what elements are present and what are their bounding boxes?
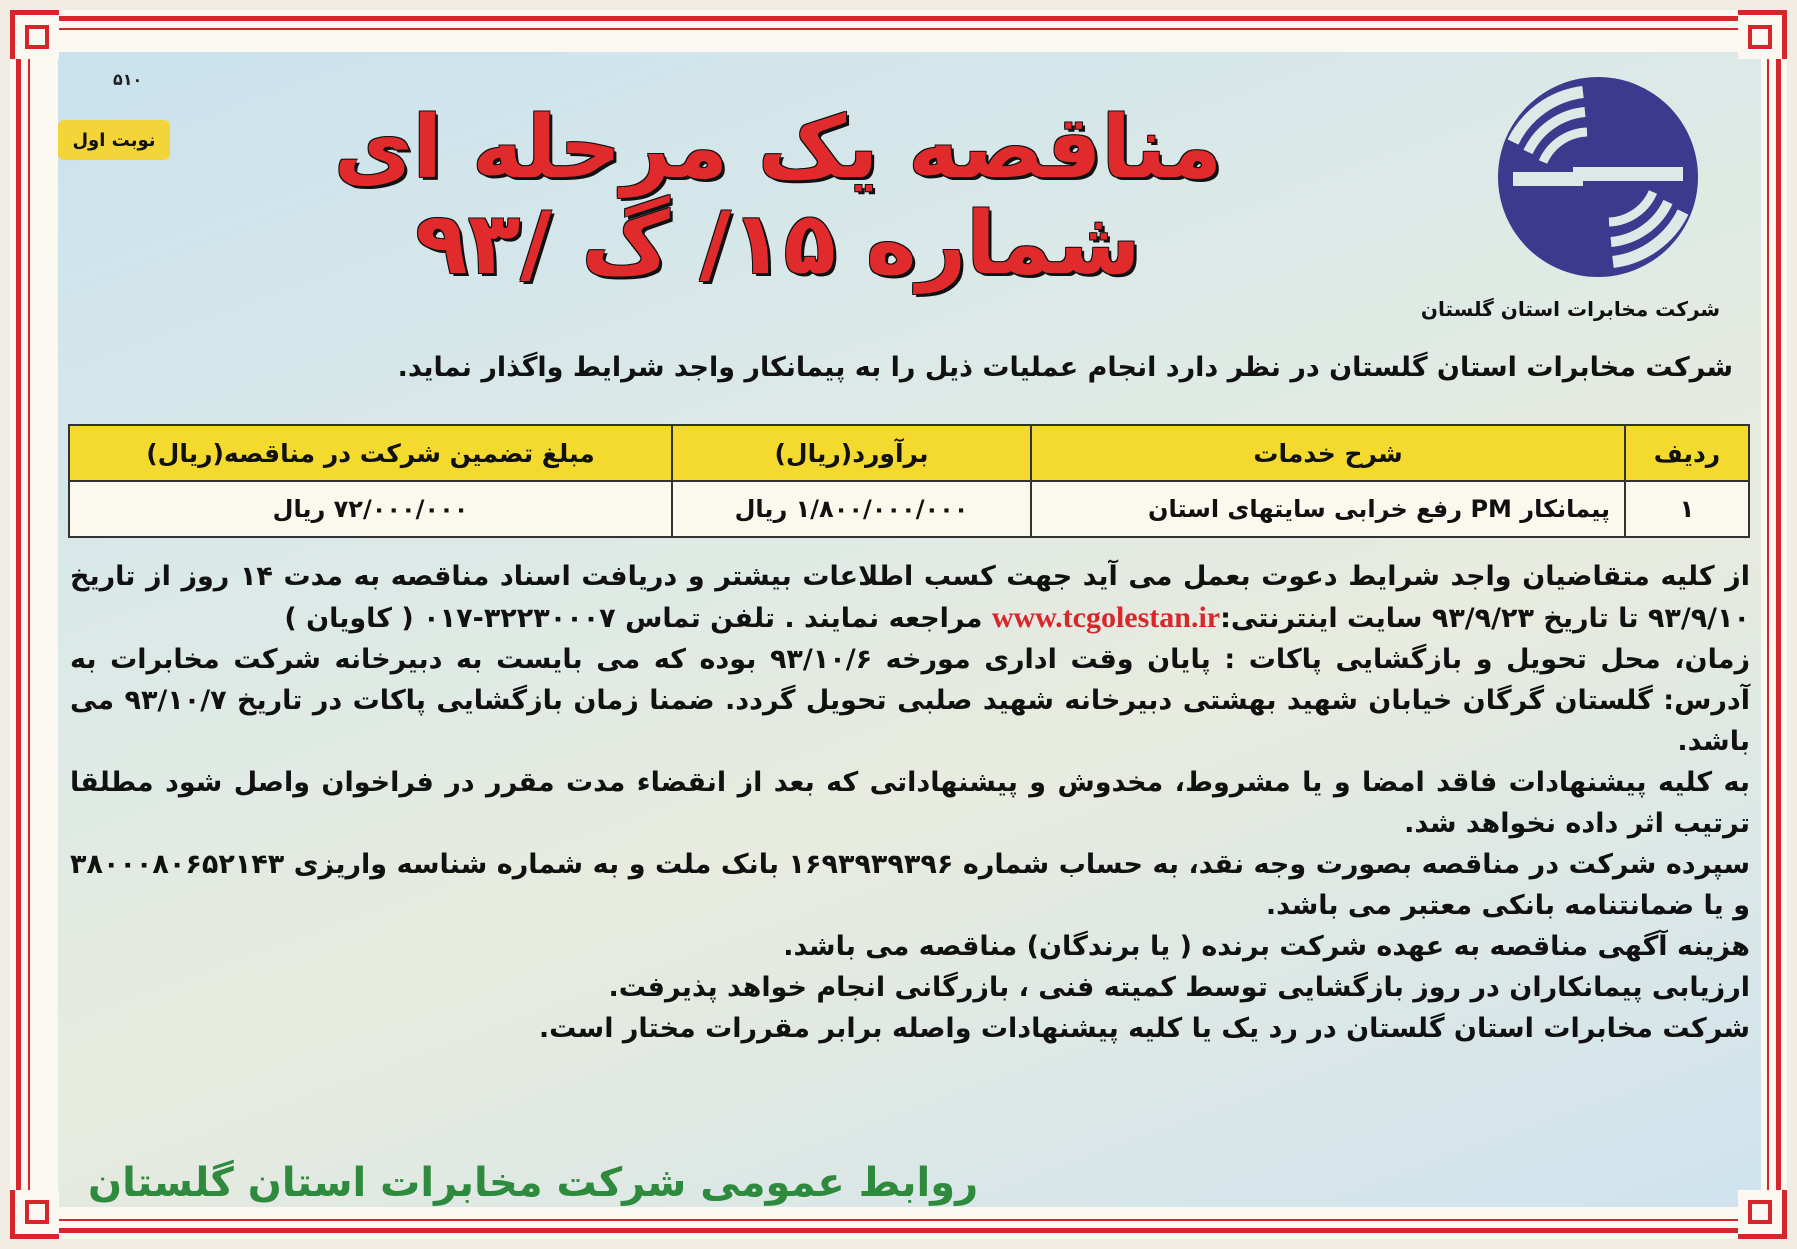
page-title	[278, 100, 1278, 293]
website-link[interactable]: www.tcgolestan.ir	[991, 601, 1221, 634]
round-badge: نوبت اول	[58, 120, 170, 160]
frame-corner-ornament	[10, 10, 59, 59]
paragraph-invitation	[70, 556, 1750, 639]
frame-corner-ornament	[1738, 10, 1787, 59]
telecom-logo-icon	[1473, 72, 1723, 282]
table-header-row	[69, 425, 1749, 481]
paragraph-deposit: سپرده شرکت در مناقصه بصورت وجه نقد، به حساب شماره ۱۶۹۳۹۳۹۳۹۶ بانک ملت و به شماره شناسه واریزی ۳۸۰۰۰۸۰۶۵۲۱۴۳ و یا ضمانتنامه بانکی معتبر می باشد.	[70, 849, 1750, 921]
paragraph-evaluation: ارزیابی پیمانکاران در روز بازگشایی توسط کمیته فنی ، بازرگانی انجام خواهد پذیرفت.	[608, 972, 1750, 1003]
col-header-guarantee: مبلغ تضمین شرکت در مناقصه(ریال)	[69, 425, 672, 481]
table-row	[69, 481, 1749, 537]
footer-signature: روابط عمومی شرکت مخابرات استان گلستان	[88, 1160, 979, 1206]
ad-panel	[58, 52, 1761, 1207]
cell-estimate: ۱/۸۰۰/۰۰۰/۰۰۰ ریال	[672, 481, 1031, 537]
frame-corner-ornament	[1738, 1190, 1787, 1239]
decorative-frame	[10, 10, 1787, 1239]
frame-corner-ornament	[10, 1190, 59, 1239]
col-header-description: شرح خدمات	[1031, 425, 1625, 481]
invitation-text: از کلیه متقاضیان واجد شرایط دعوت بعمل می آید جهت کسب اطلاعات بیشتر و دریافت اسناد مناقصه به مدت ۱۴ روز از تاریخ ۹۳/۹/۱۰ تا تاریخ ۹۳/۹/۲۳ سایت اینترنتی:	[70, 561, 1750, 634]
paragraph-delivery: زمان، محل تحویل و بازگشایی پاکات : پایان وقت اداری مورخه ۹۳/۱۰/۶ بوده که می بایست به دبیرخانه شرکت مخابرات به آدرس: گلستان گرگان خیابان شهید بهشتی دبیرخانه شهید صلبی تحویل گردد. ضمنا زمان بازگشایی پاکات در تاریخ ۹۳/۱۰/۷ می باشد.	[70, 644, 1751, 757]
tender-table	[68, 424, 1750, 538]
title-line-1: مناقصه یک مرحله ای	[333, 98, 1223, 198]
invitation-contact: مراجعه نمایند . تلفن تماس ۳۲۲۳۰۰۰۷-۰۱۷ ( کاویان )	[284, 603, 992, 634]
intro-text: شرکت مخابرات استان گلستان در نظر دارد انجام عملیات ذیل را به پیمانکار واجد شرایط واگذار نماید.	[397, 352, 1733, 383]
paragraph-ad-cost: هزینه آگهی مناقصه به عهده شرکت برنده ( یا برندگان) مناقصه می باشد.	[783, 931, 1750, 962]
col-header-estimate: برآورد(ریال)	[672, 425, 1031, 481]
cell-description: پیمانکار PM رفع خرابی سایتهای استان	[1031, 481, 1625, 537]
cell-guarantee: ۷۲/۰۰۰/۰۰۰ ریال	[69, 481, 672, 537]
cell-row-no: ۱	[1625, 481, 1749, 537]
col-header-row-no: ردیف	[1625, 425, 1749, 481]
ad-body	[70, 556, 1750, 1049]
paragraph-rights: شرکت مخابرات استان گلستان در رد یک یا کلیه پیشنهادات واصله برابر مقررات مختار است.	[538, 1013, 1750, 1044]
title-line-2: شماره ۱۵/ گ /۹۳	[415, 194, 1141, 295]
page-number: ۵۱۰	[113, 70, 143, 89]
paragraph-conditions: به کلیه پیشنهادات فاقد امضا و یا مشروط، مخدوش و پیشنهاداتی که بعد از انقضاء مدت مقرر در فراخوان واصل شود مطلقا ترتیب اثر داده نخواهد شد.	[70, 767, 1750, 839]
company-label: شرکت مخابرات استان گلستان	[1420, 297, 1721, 321]
